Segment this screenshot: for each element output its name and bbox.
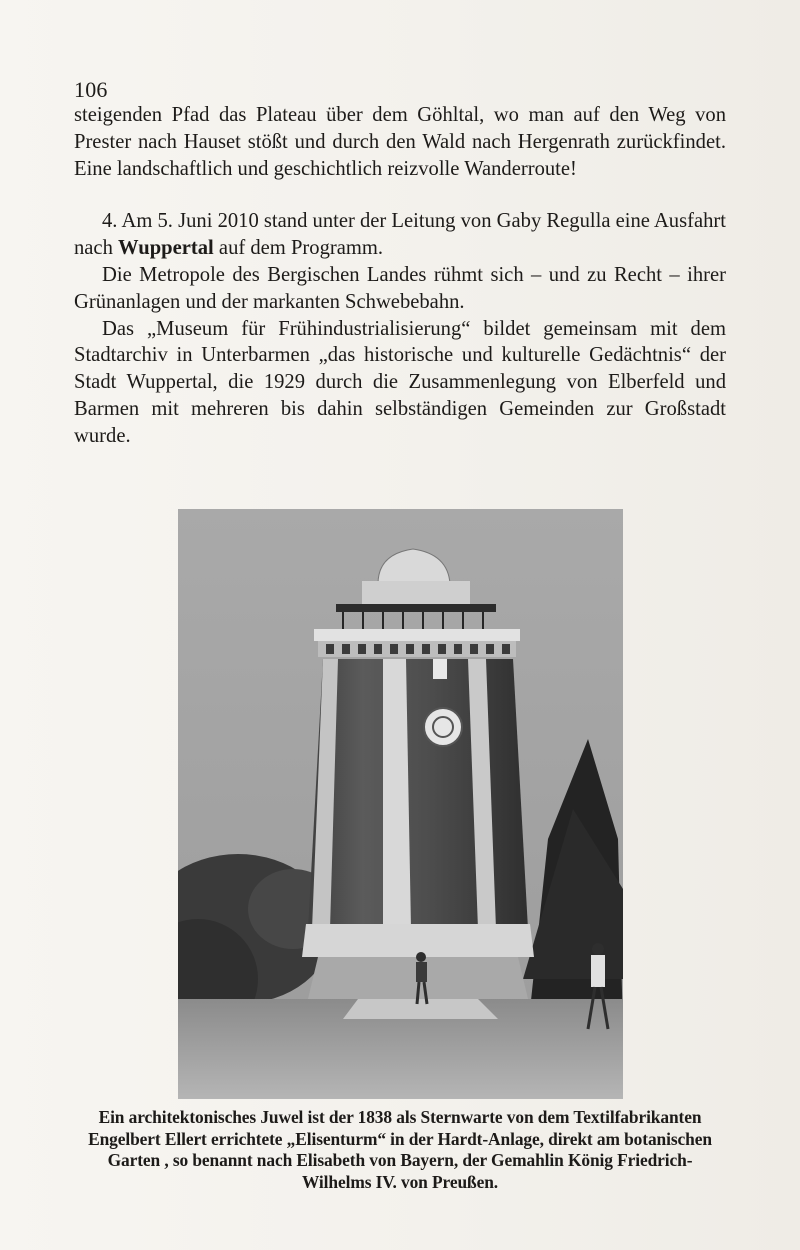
body-text <box>74 102 726 450</box>
figure-caption: Ein architektonisches Juwel ist der 1838 als Sternwarte von dem Textilfabrikanten Engelbert Ellert errichtete „Elisenturm“ in der Hardt-Anlage, direkt am botanischen Garten , so benannt nach Elisabeth von Bayern, der Gemahlin König Friedrich-Wilhelms IV. von Preußen. <box>88 1107 712 1192</box>
paragraph-2 <box>74 208 726 262</box>
paragraph-3: Die Metropole des Bergischen Landes rühmt sich – und zu Recht – ihrer Grünanlagen und der markanten Schwebebahn. <box>74 263 726 313</box>
paragraph-4: Das „Museum für Frühindustrialisierung“ bildet gemeinsam mit dem Stadtarchiv in Unterbarmen „das historische und kulturelle Gedächtnis“ der Stadt Wuppertal, die 1929 durch die Zusammenlegung von Elberfeld und Barmen mit mehreren bis dahin selbständigen Gemeinden zur Großstadt wurde. <box>74 317 726 447</box>
paragraph-2-start: 4. Am 5. Juni 2010 stand unter der Leitung von Gaby Regulla eine Ausfahrt nach <box>74 210 726 260</box>
paragraph-2-end: auf dem Programm. <box>213 237 384 260</box>
paragraph-2-bold-place: Wuppertal <box>118 237 214 260</box>
paragraph-1: steigenden Pfad das Plateau über dem Göhltal, wo man auf den Weg von Prester nach Hauset stößt und durch den Wald nach Hergenrath zurückfindet. Eine landschaftlich und geschichtlich reizvolle Wanderroute! <box>74 104 726 180</box>
photo-elisenturm <box>178 509 623 1099</box>
tower-steps <box>343 999 498 1019</box>
page-number: 106 <box>74 77 108 102</box>
tower-illustration <box>178 509 623 1099</box>
